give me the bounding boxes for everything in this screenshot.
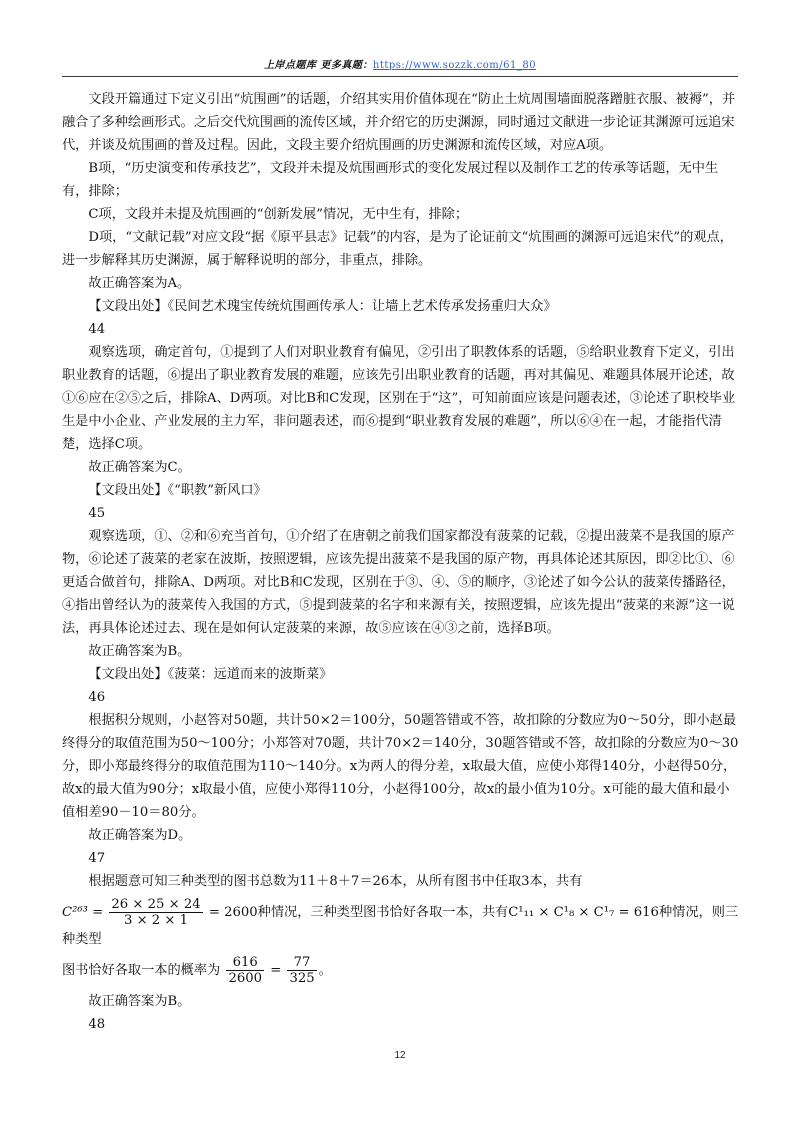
fraction-denominator: 3 × 2 × 1 xyxy=(123,913,189,928)
paragraph-option-b: B项，“历史演变和传承技艺”，文段并未提及炕围画形式的变化发展过程以及制作工艺的传承等话题，无中生有，排除； xyxy=(62,161,719,199)
probability-equals: = xyxy=(270,963,282,978)
question-number-47: 47 xyxy=(88,851,106,866)
paragraph-analysis-44: 观察选项，确定首句，①提到了人们对职业教育有偏见，②引出了职教体系的话题，⑤给职业教育下定义，引出职业教育的话题，⑥提出了职业教育发展的难题，应该先引出职业教育的话题，再对其偏见、难题具体展开论述，故①⑥应在②⑤之后，排除A、D两项。对比B和C发现，区别在于“这”，可知前面应该是问题表述，③论述了职校毕业生是中小企业、产业发展的主力军，非问题表述，而⑥提到“职业教育发展的难题”，所以⑥④在一起，才能指代清楚，选择C项。 xyxy=(62,345,736,452)
combination-formula-line xyxy=(62,897,742,951)
question-number-48: 48 xyxy=(88,1017,106,1032)
probability-numerator-1: 616 xyxy=(226,955,264,971)
probability-fraction-2 xyxy=(287,955,316,986)
page-header xyxy=(62,56,738,71)
document-body xyxy=(62,88,742,1036)
probability-fraction-1 xyxy=(226,955,264,986)
source-line-44: 【文段出处】《“职教”新风口》 xyxy=(88,483,267,498)
probability-denominator-2: 325 xyxy=(289,971,315,986)
probability-end: 。 xyxy=(318,963,332,978)
source-line: 【文段出处】《民间艺术瑰宝传统炕围画传承人：让墙上艺术传承发扬重归大众》 xyxy=(88,299,557,314)
header-divider xyxy=(62,76,738,77)
probability-numerator-2: 77 xyxy=(287,955,316,971)
probability-line xyxy=(62,955,742,986)
source-line-45: 【文段出处】《菠菜：远道而来的波斯菜》 xyxy=(88,667,333,682)
question-number-46: 46 xyxy=(88,690,106,705)
paragraph-analysis-45: 观察选项，①、②和⑥充当首句，①介绍了在唐朝之前我们国家都没有菠菜的记载，②提出菠菜不是我国的原产物，⑥论述了菠菜的老家在波斯，按照逻辑，应该先提出菠菜不是我国的原产物，再具体论述其原因，即②比①、⑥更适合做首句，排除A、D两项。对比B和C发现，区别在于③、④、⑤的顺序，③论述了如今公认的菠菜传播路径，④指出曾经认为的菠菜传入我国的方式，⑤提到菠菜的名字和来源有关，按照逻辑，应该先提出“菠菜的来源”这一说法，再具体论述过去、现在是如何认定菠菜的来源，故⑤应该在④③之前，选择B项。 xyxy=(62,529,735,636)
page-number: 12 xyxy=(394,1050,406,1061)
combination-result-text: = 2600种情况，三种类型图书恰好各取一本，共有C¹₁₁ × C¹₈ × C¹₇ = 616种情况，则三种类型 xyxy=(62,905,739,947)
answer-line-44: 故正确答案为C。 xyxy=(88,460,191,475)
header-link[interactable]: https://www.sozzk.com/61_80 xyxy=(372,60,537,71)
answer-line: 故正确答案为A。 xyxy=(88,276,191,291)
answer-line-45: 故正确答案为B。 xyxy=(88,644,191,659)
fraction-numerator: 26 × 25 × 24 xyxy=(111,897,201,912)
question-number-45: 45 xyxy=(88,506,106,521)
paragraph-option-c: C项，文段并未提及炕围画的“创新发展”情况，无中生有，排除； xyxy=(88,207,469,222)
paragraph-analysis-47: 根据题意可知三种类型的图书总数为11＋8＋7＝26本，从所有图书中任取3本，共有 xyxy=(88,874,583,889)
question-number-44: 44 xyxy=(88,322,106,337)
answer-line-47: 故正确答案为B。 xyxy=(88,994,191,1009)
combination-expression: C²⁶³ = xyxy=(62,905,104,920)
combination-fraction xyxy=(109,897,202,928)
paragraph-analysis-46: 根据积分规则，小赵答对50题，共计50×2＝100分，50题答错或不答，故扣除的分数应为0～50分，即小赵最终得分的取值范围为50～100分；小郑答对70题，共计70×2＝140分，30题答错或不答，故扣除的分数应为0～30分，即小郑最终得分的取值范围为110～140分。x为两人的得分差，x取最大值，应使小郑得140分，小赵得50分，故x的最大值为90分；x取最小值，应使小郑得110分，小赵得100分，故x的最小值为10分。x可能的最大值和最小值相差90－10＝80分。 xyxy=(62,713,739,820)
paragraph-option-d: D项，“文献记载”对应文段“据《原平县志》记载”的内容，是为了论证前文“炕围画的渊源可远追宋代”的观点，进一步解释其历史渊源，属于解释说明的部分，非重点，排除。 xyxy=(62,230,733,268)
paragraph-analysis-a: 文段开篇通过下定义引出“炕围画”的话题，介绍其实用价值体现在“防止土炕周围墙面脱落蹭脏衣服、被褥”，并融合了多种绘画形式。之后交代炕围画的流传区域，并介绍它的历史渊源，同时通过文献进一步论证其渊源可远追宋代，并谈及炕围画的普及过程。因此，文段主要介绍炕围画的历史渊源和流传区域，对应A项。 xyxy=(62,92,736,153)
probability-denominator-1: 2600 xyxy=(228,971,263,986)
answer-line-46: 故正确答案为D。 xyxy=(88,828,192,843)
header-prefix: 上岸点题库 更多真题： xyxy=(263,60,373,71)
probability-label: 图书恰好各取一本的概率为 xyxy=(62,963,221,978)
